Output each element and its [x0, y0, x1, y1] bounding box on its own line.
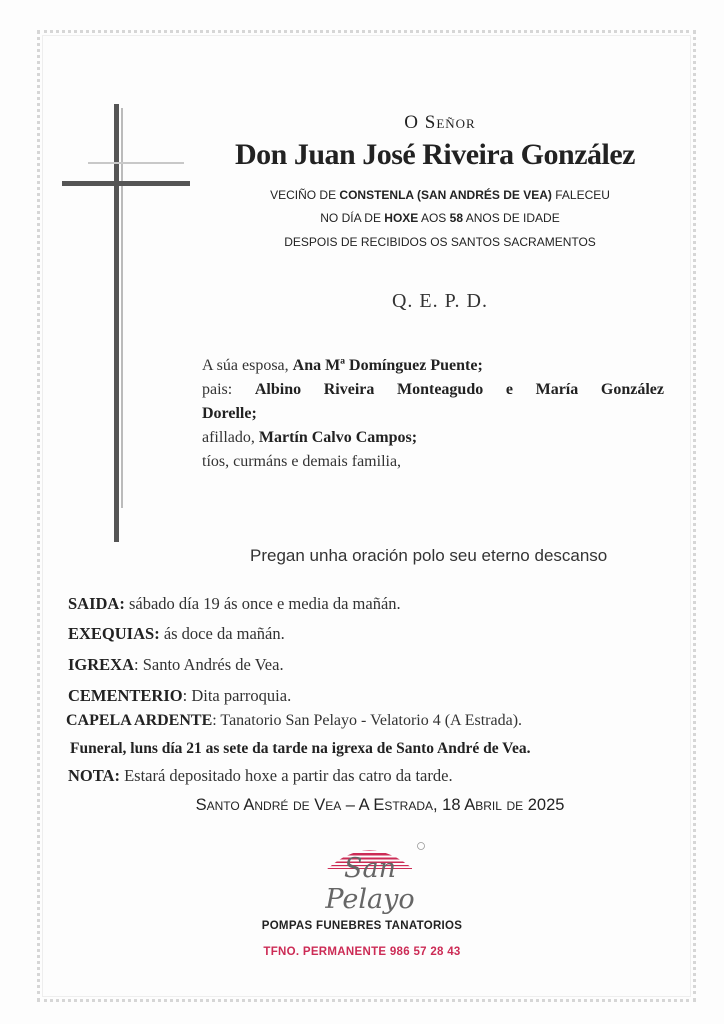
prayer-text: Pregan unha oración polo seu eterno descanso	[250, 546, 608, 565]
detail-capela: CAPELA ARDENTE: Tanatorio San Pelayo - Velatorio 4 (A Estrada).	[66, 712, 523, 729]
logo-text: San Pelayo	[325, 853, 415, 915]
detail-funeral: Funeral, luns día 21 as sete da tarde na igrexa de Santo André de Vea.	[70, 740, 531, 757]
company-phone: TFNO. PERMANENTE 986 57 28 43	[263, 946, 461, 958]
info-line-3: DESPOIS DE RECIBIDOS OS SANTOS SACRAMENTOS	[284, 235, 596, 249]
detail-saida: SAIDA: sábado día 19 ás once e media da mañán.	[68, 594, 401, 613]
family-godson: afillado, Martín Calvo Campos;	[202, 429, 418, 446]
info-line-2: NO DÍA DE HOXE AOS 58 ANOS DE IDADE	[320, 211, 560, 225]
detail-exequias: EXEQUIAS: ás doce da mañán.	[68, 624, 285, 643]
honorific-prefix: O Señor	[404, 112, 476, 133]
qepd: Q. E. P. D.	[391, 290, 488, 312]
detail-igrexa: IGREXA: Santo Andrés de Vea.	[68, 655, 284, 674]
family-parents-cont: Dorelle;	[202, 405, 257, 422]
company-tagline: POMPAS FUNEBRES TANATORIOS	[261, 920, 463, 932]
family-others: tíos, curmáns e demais familia,	[202, 453, 402, 470]
family-spouse: A súa esposa, Ana Mª Domínguez Puente;	[202, 357, 483, 374]
detail-nota: NOTA: Estará depositado hoxe a partir das catro da tarde.	[68, 766, 453, 785]
family-parents: pais: Albino Riveira Monteagudo e María González	[202, 381, 664, 398]
cross-icon	[60, 100, 190, 545]
family-list	[202, 354, 664, 474]
detail-cementerio: CEMENTERIO: Dita parroquia.	[68, 686, 292, 705]
place-and-date: Santo André de Vea – A Estrada, 18 Abril de 2025	[195, 796, 565, 814]
deceased-name: Don Juan José Riveira González	[235, 138, 635, 171]
info-line-1: VECIÑO DE CONSTENLA (SAN ANDRÉS DE VEA) FALECEU	[270, 188, 610, 202]
